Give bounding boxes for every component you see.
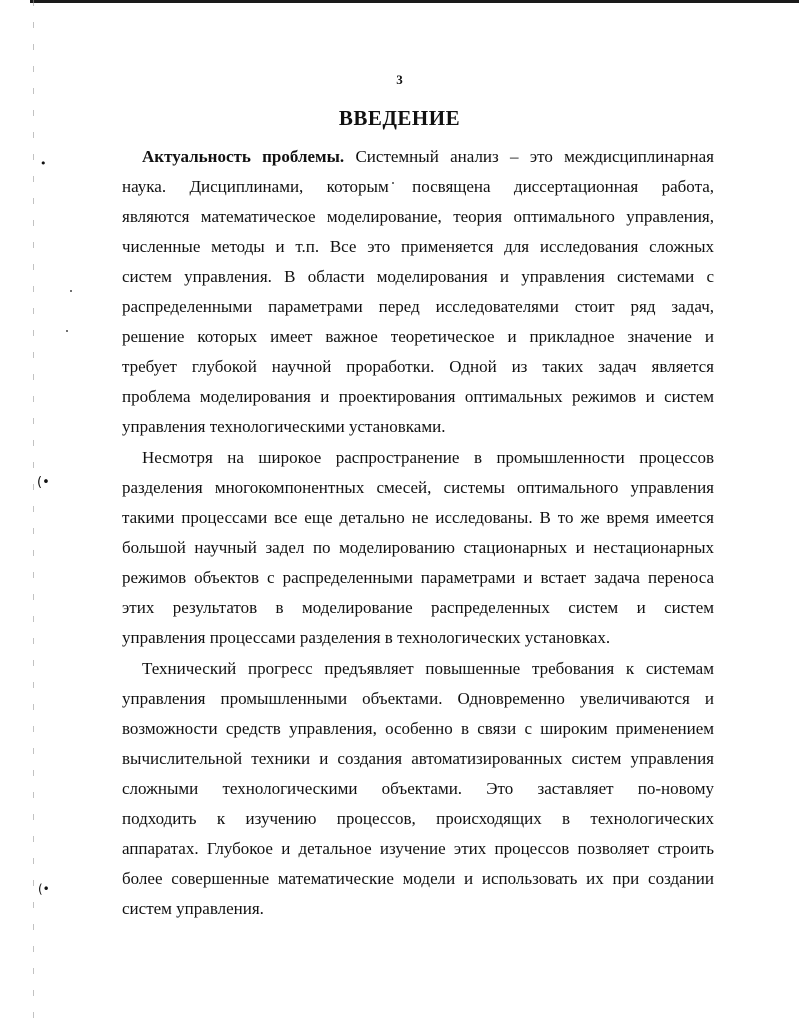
margin-mark: (• [37, 475, 50, 490]
line-text: Системный анализ – это междисциплинарная [344, 147, 714, 166]
scan-edge-left [33, 0, 34, 1034]
paragraph-line: численные методы и т.п. Все это применяется для исследования сложных [122, 237, 714, 256]
paragraph-line: систем управления. В области моделирования и управления системами с [122, 267, 714, 286]
paragraph-line: такими процессами все еще детально не исследованы. В то же время имеется [122, 508, 714, 527]
scan-speck [70, 290, 72, 292]
paragraph-line: этих результатов в моделирование распределенных систем и систем [122, 598, 714, 617]
paragraph-line: разделения многокомпонентных смесей, системы оптимального управления [122, 478, 714, 497]
paragraph-line: более совершенные математические модели и использовать их при создании [122, 869, 714, 888]
paragraph-line: Технический прогресс предъявляет повышенные требования к системам [142, 659, 714, 678]
paragraph-line: сложными технологическими объектами. Это заставляет по-новому [122, 779, 714, 798]
paragraph-line: требует глубокой научной проработки. Одной из таких задач является [122, 357, 714, 376]
paragraph-line: большой научный задел по моделированию стационарных и нестационарных [122, 538, 714, 557]
paragraph-separation [122, 443, 714, 653]
paragraph-line: режимов объектов с распределенными параметрами и встает задача переноса [122, 568, 714, 587]
paragraph-line: вычислительной техники и создания автоматизированных систем управления [122, 749, 714, 768]
paragraph-line: являются математическое моделирование, теория оптимального управления, [122, 207, 714, 226]
paragraph-line: распределенными параметрами перед исследователями стоит ряд задач, [122, 297, 714, 316]
paragraph-line: наука. Дисциплинами, которым посвящена диссертационная работа, [122, 177, 714, 196]
scan-speck [66, 330, 68, 332]
paragraph-line: управления технологическими установками. [122, 417, 446, 436]
paragraph-line: возможности средств управления, особенно в связи с широким применением [122, 719, 714, 738]
paragraph-line: подходить к изучению процессов, происходящих в технологических [122, 809, 714, 828]
paragraph-progress [122, 654, 714, 924]
paragraph-line: аппаратах. Глубокое и детальное изучение этих процессов позволяет строить [122, 839, 714, 858]
paragraph-line [122, 142, 714, 172]
document-body [122, 142, 714, 925]
paragraph-line: управления процессами разделения в технологических установках. [122, 628, 611, 647]
page-title: ВВЕДЕНИЕ [338, 106, 461, 130]
paragraph-line: Несмотря на широкое распространение в промышленности процессов [142, 448, 714, 467]
margin-mark: (• [38, 882, 50, 896]
margin-mark: • [40, 157, 47, 170]
paragraph-line: решение которых имеет важное теоретическое и прикладное значение и [122, 327, 714, 346]
scan-edge-top [30, 0, 799, 3]
paragraph-line: систем управления. [122, 899, 264, 918]
page-number: 3 [396, 72, 403, 87]
paragraph-relevance [122, 142, 714, 442]
paragraph-line: проблема моделирования и проектирования оптимальных режимов и систем [122, 387, 714, 406]
paragraph-line: управления промышленными объектами. Одновременно увеличиваются и [122, 689, 714, 708]
relevance-heading: Актуальность проблемы. [142, 147, 345, 166]
